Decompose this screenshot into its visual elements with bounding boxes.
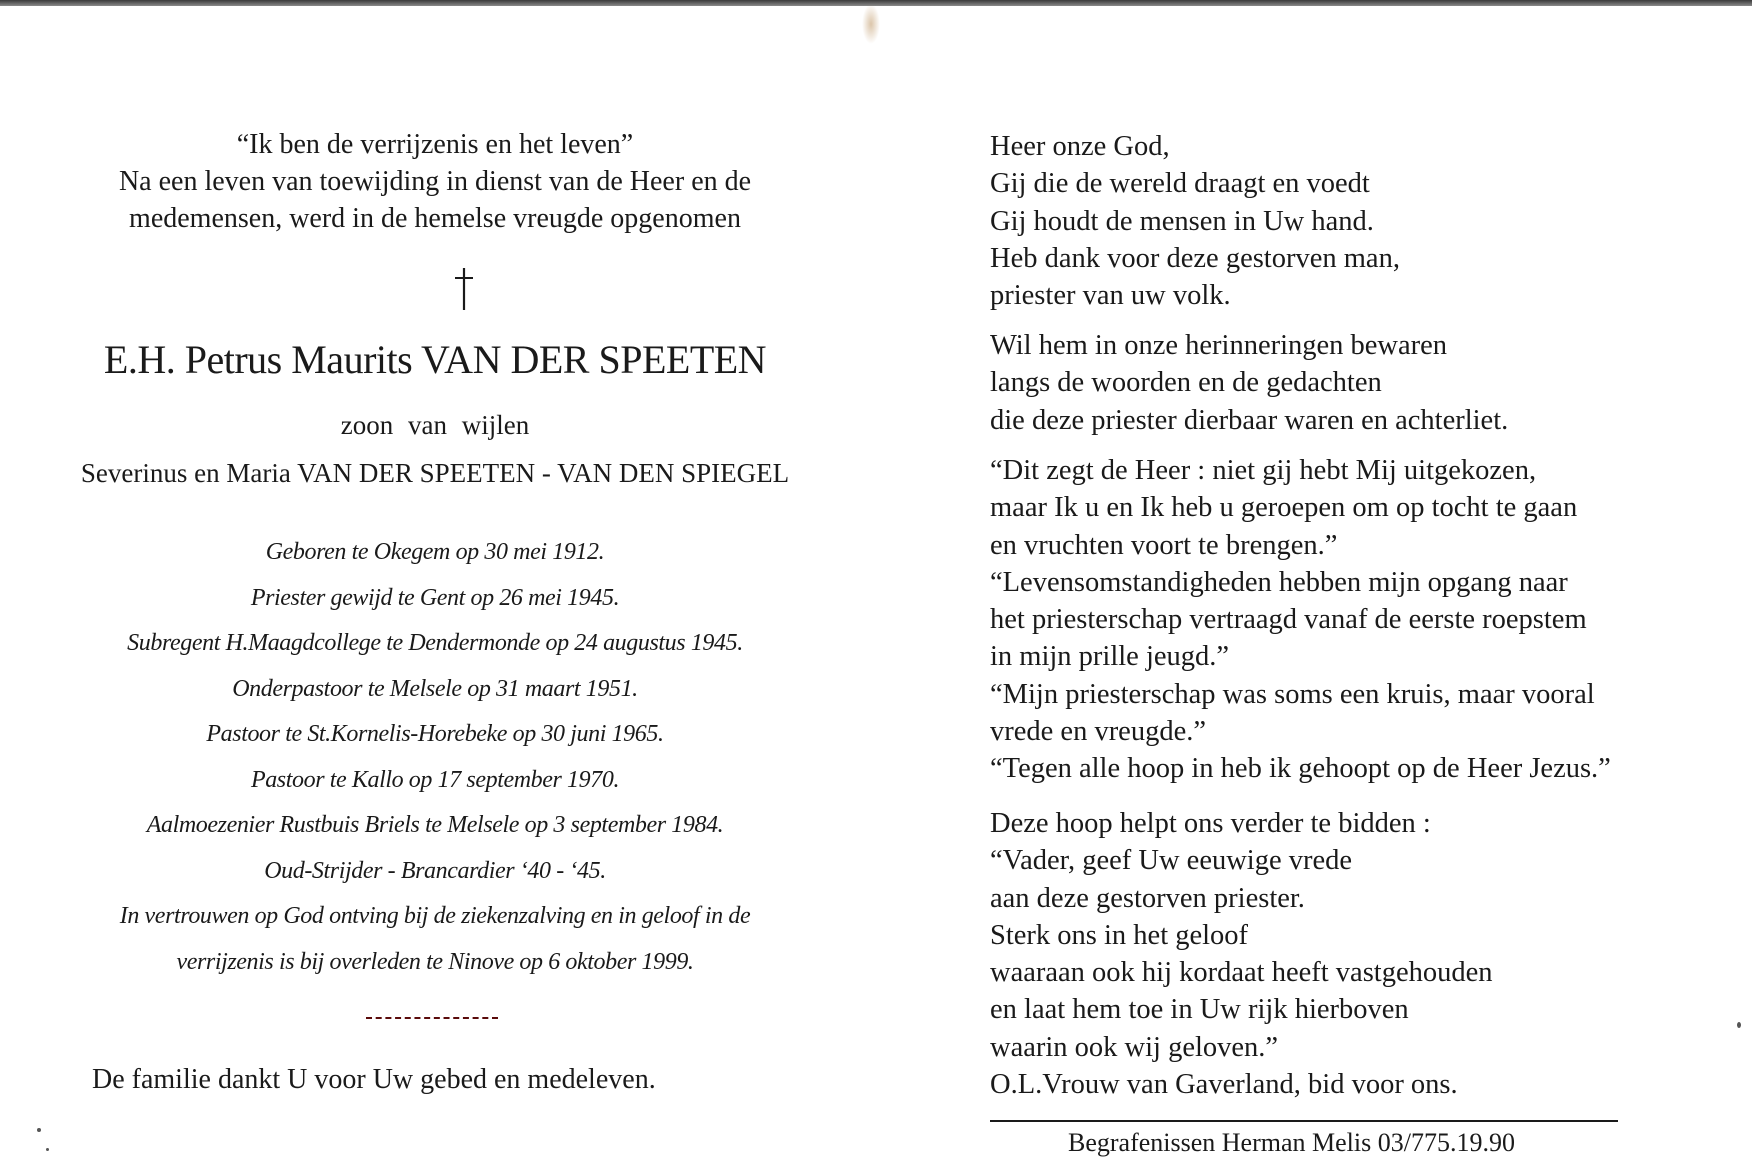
prayer-line: en laat hem toe in Uw rijk hierboven xyxy=(990,994,1409,1026)
quote-line: in mijn prille jeugd.” xyxy=(990,641,1230,673)
bio-line: Onderpastoor te Melsele op 31 maart 1951. xyxy=(232,675,638,702)
bio-line: Pastoor te St.Kornelis-Horebeke op 30 juni 1965. xyxy=(206,721,664,747)
prayer-line: Deze hoop helpt ons verder te bidden : xyxy=(990,808,1431,839)
parents-names: Severinus en Maria VAN DER SPEETEN - VAN DEN SPIEGEL xyxy=(80,458,790,488)
fold-stain xyxy=(862,4,880,44)
quote-stanza xyxy=(990,452,1611,788)
prayer-line: Gij houdt de mensen in Uw hand. xyxy=(990,205,1374,237)
intro-line: Na een leven van toewijding in dienst van de Heer en de xyxy=(118,166,752,197)
prayer-line: “Vader, geef Uw eeuwige vrede xyxy=(990,845,1353,877)
bio-line: Pastoor te Kallo op 17 september 1970. xyxy=(250,766,620,793)
bio-line: Aalmoezenier Rustbuis Briels te Melsele op 3 september 1984. xyxy=(146,812,724,838)
prayer-line: waaraan ook hij kordaat heeft vastgehouden xyxy=(990,957,1493,989)
quote-line: vrede en vreugde.” xyxy=(990,716,1207,748)
undertaker-credit: Begrafenissen Herman Melis 03/775.19.90 xyxy=(1068,1128,1515,1157)
scan-speck xyxy=(1737,1022,1741,1028)
quote-line: en vruchten voort te brengen.” xyxy=(990,529,1338,561)
right-panel xyxy=(990,0,1690,1176)
bio-line: Oud-Strijder - Brancardier ‘40 - ‘45. xyxy=(264,857,606,884)
prayer-line: die deze priester dierbaar waren en achterliet. xyxy=(990,404,1509,436)
left-panel xyxy=(40,0,830,1176)
prayer-line: waarin ook wij geloven.” xyxy=(990,1031,1279,1063)
family-thanks: De familie dankt U voor Uw gebed en medeleven. xyxy=(92,1064,656,1095)
prayer-stanza-2 xyxy=(990,327,1508,439)
closing-prayer xyxy=(990,805,1493,1103)
intro-text xyxy=(40,126,830,237)
cross-icon xyxy=(452,266,476,312)
prayer-line: langs de woorden en de gedachten xyxy=(990,367,1382,399)
prayer-line: Heer onze God, xyxy=(990,131,1170,162)
intro-line: medemensen, werd in de hemelse vreugde opgenomen xyxy=(129,203,741,234)
bio-line: Geboren te Okegem op 30 mei 1912. xyxy=(265,539,605,565)
quote-line: “Dit zegt de Heer : niet gij hebt Mij uitgekozen, xyxy=(990,455,1537,486)
prayer-line: priester van uw volk. xyxy=(990,280,1231,312)
quote-line: “Mijn priesterschap was soms een kruis, maar vooral xyxy=(990,678,1595,710)
footer-rule xyxy=(990,1120,1618,1122)
bio-line: verrijzenis is bij overleden te Ninove op 6 oktober 1999. xyxy=(176,948,694,975)
quote-line: het priesterschap vertraagd vanaf de eerste roepstem xyxy=(990,604,1587,636)
deceased-name: E.H. Petrus Maurits VAN DER SPEETEN xyxy=(103,337,767,382)
biography xyxy=(40,530,830,985)
bio-line: Priester gewijd te Gent op 26 mei 1945. xyxy=(250,584,620,611)
scan-speck xyxy=(46,1148,49,1151)
prayer-line: Sterk ons in het geloof xyxy=(990,919,1249,951)
intro-quote: “Ik ben de verrijzenis en het leven” xyxy=(236,129,634,160)
prayer-line: aan deze gestorven priester. xyxy=(990,882,1305,914)
son-of-label: zoon van wijlen xyxy=(340,410,530,440)
scan-speck xyxy=(37,1128,41,1132)
prayer-line: Wil hem in onze herinneringen bewaren xyxy=(990,330,1448,361)
prayer-stanza-1 xyxy=(990,128,1400,314)
quote-line: maar Ik u en Ik heb u geroepen om op tocht te gaan xyxy=(990,492,1578,524)
prayer-line: Heb dank voor deze gestorven man, xyxy=(990,242,1400,274)
divider xyxy=(366,1017,498,1019)
quote-line: “Tegen alle hoop in heb ik gehoopt op de Heer Jezus.” xyxy=(990,753,1611,785)
quote-line: “Levensomstandigheden hebben mijn opgang naar xyxy=(990,566,1568,598)
prayer-line: O.L.Vrouw van Gaverland, bid voor ons. xyxy=(990,1069,1458,1101)
prayer-line: Gij die de wereld draagt en voedt xyxy=(990,168,1370,200)
bio-line: Subregent H.Maagdcollege te Dendermonde op 24 augustus 1945. xyxy=(127,630,743,656)
bio-line: In vertrouwen op God ontving bij de ziekenzalving en in geloof in de xyxy=(119,903,751,929)
